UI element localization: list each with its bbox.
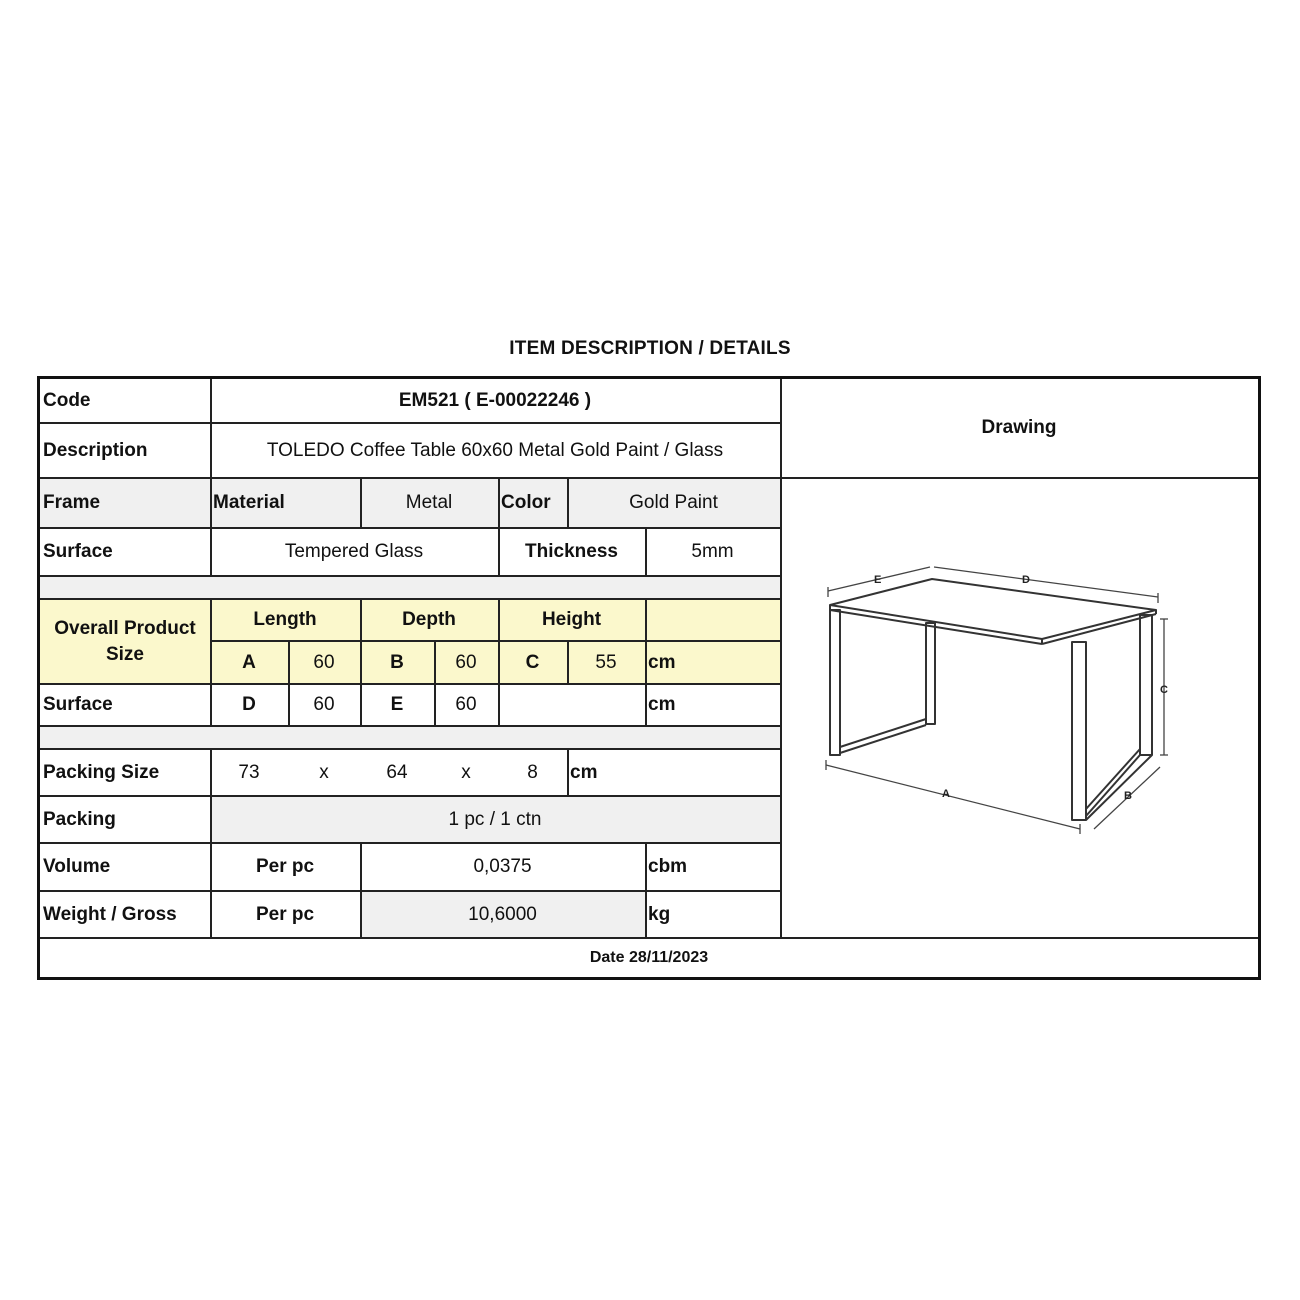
surface-size-unit: cm — [648, 694, 676, 715]
dim-d-label: D — [242, 694, 256, 715]
page-title: ITEM DESCRIPTION / DETAILS — [509, 338, 791, 359]
color-label: Color — [501, 492, 551, 513]
weight-per: Per pc — [255, 903, 315, 925]
code-label: Code — [43, 390, 91, 411]
packing-length: 73 — [238, 761, 260, 783]
length-label: Length — [253, 609, 317, 630]
frame-label: Frame — [43, 492, 101, 513]
code-value: EM521 ( E-00022246 ) — [398, 390, 592, 411]
thickness-value: 5mm — [691, 541, 734, 562]
drawing-dim-b: B — [1124, 790, 1132, 802]
date-label: Date 28/11/2023 — [589, 949, 709, 966]
surface-label: Surface — [43, 541, 113, 562]
overall-size-label-line1: Overall Product — [54, 617, 196, 639]
spacer-row-2 — [40, 726, 780, 748]
overall-unit: cm — [648, 651, 676, 673]
volume-label: Volume — [43, 856, 111, 877]
dim-e-value: 60 — [455, 694, 477, 715]
description-value: TOLEDO Coffee Table 60x60 Metal Gold Paint / Glass — [266, 439, 724, 461]
volume-value: 0,0375 — [473, 856, 532, 877]
material-value: Metal — [405, 492, 453, 513]
dim-c-value: 55 — [595, 651, 617, 673]
packing-width: 64 — [386, 761, 408, 783]
spacer-row-1 — [40, 576, 780, 599]
drawing-dim-c: C — [1160, 684, 1168, 696]
dim-e-label: E — [390, 694, 404, 715]
drawing-dim-e: E — [874, 574, 882, 586]
drawing-dim-d: D — [1022, 574, 1030, 586]
drawing-label: Drawing — [981, 417, 1057, 438]
weight-unit: kg — [648, 903, 671, 925]
weight-value: 10,6000 — [468, 903, 537, 925]
description-label: Description — [43, 439, 148, 461]
dim-b-value: 60 — [455, 651, 477, 673]
packing-size-unit: cm — [570, 761, 598, 783]
packing-size-label: Packing Size — [43, 761, 160, 783]
drawing-dim-a: A — [942, 788, 950, 800]
volume-per: Per pc — [255, 856, 315, 877]
table-drawing — [782, 479, 1258, 937]
packing-value: 1 pc / 1 ctn — [448, 808, 542, 830]
height-label: Height — [541, 609, 602, 630]
packing-x2: x — [461, 761, 471, 783]
dim-d-value: 60 — [313, 694, 335, 715]
material-label: Material — [213, 492, 285, 513]
packing-label: Packing — [43, 808, 116, 830]
packing-x1: x — [319, 761, 329, 783]
surface-size-label: Surface — [43, 694, 113, 715]
overall-size-label — [40, 599, 210, 684]
surface-material: Tempered Glass — [284, 541, 424, 562]
color-value: Gold Paint — [629, 492, 718, 513]
overall-size-label-line2: Size — [105, 643, 145, 665]
volume-unit: cbm — [648, 856, 688, 877]
weight-label: Weight / Gross — [43, 903, 177, 925]
dim-c-label: C — [525, 651, 540, 673]
thickness-label: Thickness — [525, 541, 618, 562]
dim-b-label: B — [390, 651, 404, 673]
dim-a-value: 60 — [313, 651, 335, 673]
spec-sheet — [37, 376, 1261, 980]
dim-a-label: A — [242, 651, 256, 673]
depth-label: Depth — [402, 609, 456, 630]
packing-height: 8 — [527, 761, 538, 783]
